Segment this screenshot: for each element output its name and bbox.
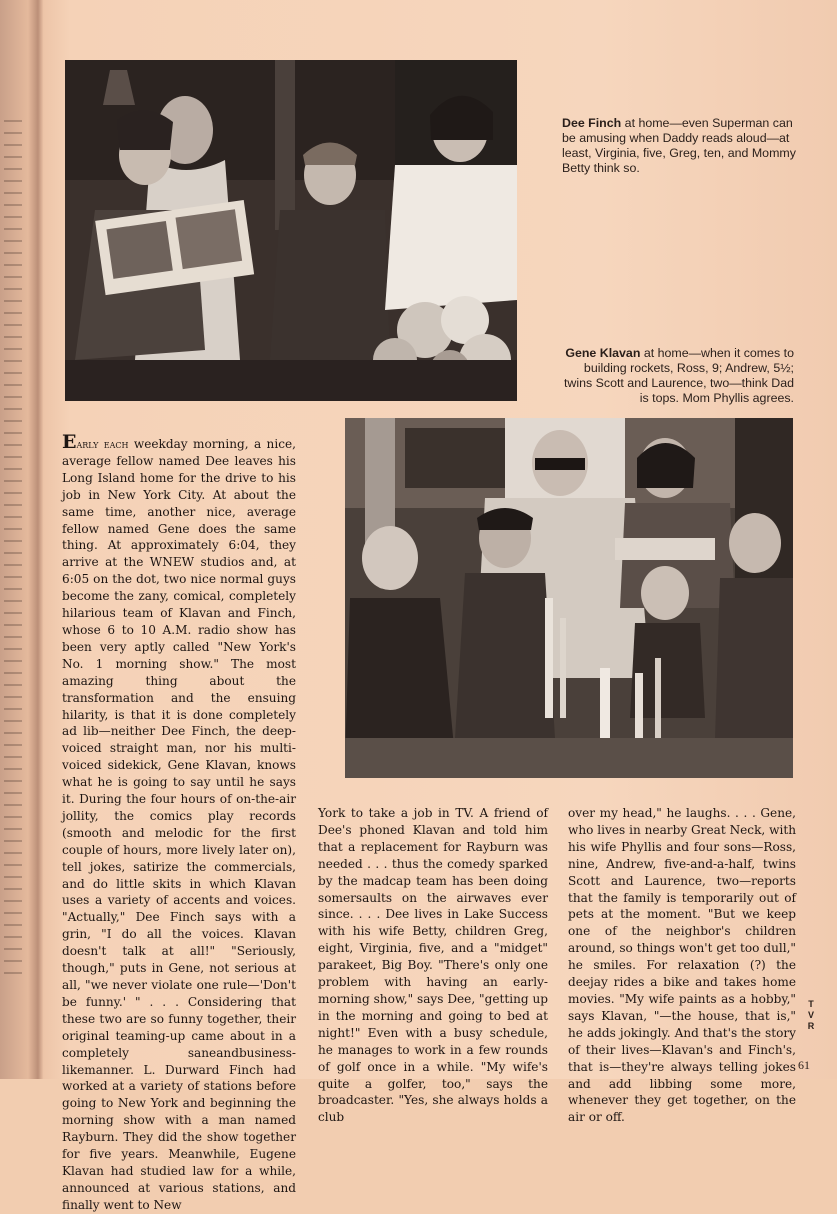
caption-name: Gene Klavan xyxy=(565,346,641,360)
klavan-photo-caption xyxy=(562,346,794,406)
page-number: 61 xyxy=(798,1058,810,1072)
finch-photo-caption xyxy=(562,116,797,176)
article-text: York to take a job in TV. A friend of Dee's phoned Klavan and told him that a replacement for Rayburn was needed . . . thus the comedy sparked by the madcap team has been doing somersaults on the airwaves ever since. . . . Dee lives in Lake Success with his wife Betty, children Greg, eight, Virginia, five, and a "midget" parakeet, Big Boy. "There's only one problem with having an early-morning show," says Dee, "getting up in the morning and going to bed at night!" Even with a busy schedule, he manages to work in a few rounds of golf once in a while. "My wife's quite a golfer, too," says the broadcaster. "Yes, she always holds a club xyxy=(318,806,548,1125)
caption-text: at home—when it comes to building rockets, Ross, 9; Andrew, 5½; twins Scott and Laurence, two—think Dad is tops. Mom Phyllis agrees. xyxy=(563,346,794,405)
article-lead: arly each xyxy=(76,437,129,451)
caption-text: at home—even Superman can be amusing when Daddy reads aloud—at least, Virginia, five, Greg, ten, and Mommy Betty think so. xyxy=(562,116,796,175)
drop-cap: E xyxy=(62,431,77,453)
caption-name: Dee Finch xyxy=(562,116,622,130)
klavan-family-photo xyxy=(345,418,793,778)
article-column-3 xyxy=(568,805,796,1126)
tvr-mark xyxy=(804,999,818,1032)
binding-gutter xyxy=(0,0,44,1079)
finch-family-photo xyxy=(65,60,517,401)
tvr-text: T V R xyxy=(807,999,815,1031)
article-column-2 xyxy=(318,805,548,1126)
article-text: weekday morning, a nice, average fellow named Dee leaves his Long Island home for the drive to his job in New York City. At about the same time, another nice, average fellow named Gene does the same thing. At approximately 6:04, they arrive at the WNEW studios and, at 6:05 on the dot, two nice normal guys become the zany, comical, completely hilarious team of Klavan and Finch, whose 6 to 10 A.M. radio show has been very aptly called "New York's No. 1 morning show." The most amazing thing about the transformation and the ensuing hilarity, is that it is done completely ad lib—neither Dee Finch, the deep-voiced straight man, nor his multi-voiced sidekick, Gene Klavan, knows what he is going to say until he says it. During the four hours of on-the-air jollity, the comics play records (smooth and melodic for the first couple of hours, more lively later on), tell jokes, satirize the commercials, and do little skits in which Klavan uses a variety of accents and voices. "Actually," Dee Finch says with a grin, "I do all the voices. Klavan doesn't talk at all!" "Seriously, though," puts in Gene, not serious at all, "we never violate one rule—'Don't be funny.' " . . . Considering that these two are so funny together, their original teaming-up came about in a completely saneandbusiness-likemanner. L. Durward Finch had worked at a variety of stations before going to New York and beginning the morning show with a man named Rayburn. They did the show together for five years. Meanwhile, Eugene Klavan had studied law for a while, announced at various stations, and finally went to New xyxy=(62,437,296,1212)
article-column-1 xyxy=(62,431,296,1214)
facing-page-edge xyxy=(4,120,22,980)
article-text: over my head," he laughs. . . . Gene, who lives in nearby Great Neck, with his wife Phyllis and four sons—Ross, nine, Andrew, five-and-a-half, twins Scott and Laurence, two—reports that the family is temporarily out of pets at the moment. "But we keep one of the neighbor's children around, so things won't get too dull," he smiles. For relaxation (?) the deejay rides a bike and takes home movies. "My wife paints as a hobby," says Klavan, "—the house, that is," he adds jokingly. And that's the story of their lives—Klavan's and Finch's, that is—they're always telling jokes and add libbing some more, whenever they get together, on the air or off. xyxy=(568,806,796,1125)
